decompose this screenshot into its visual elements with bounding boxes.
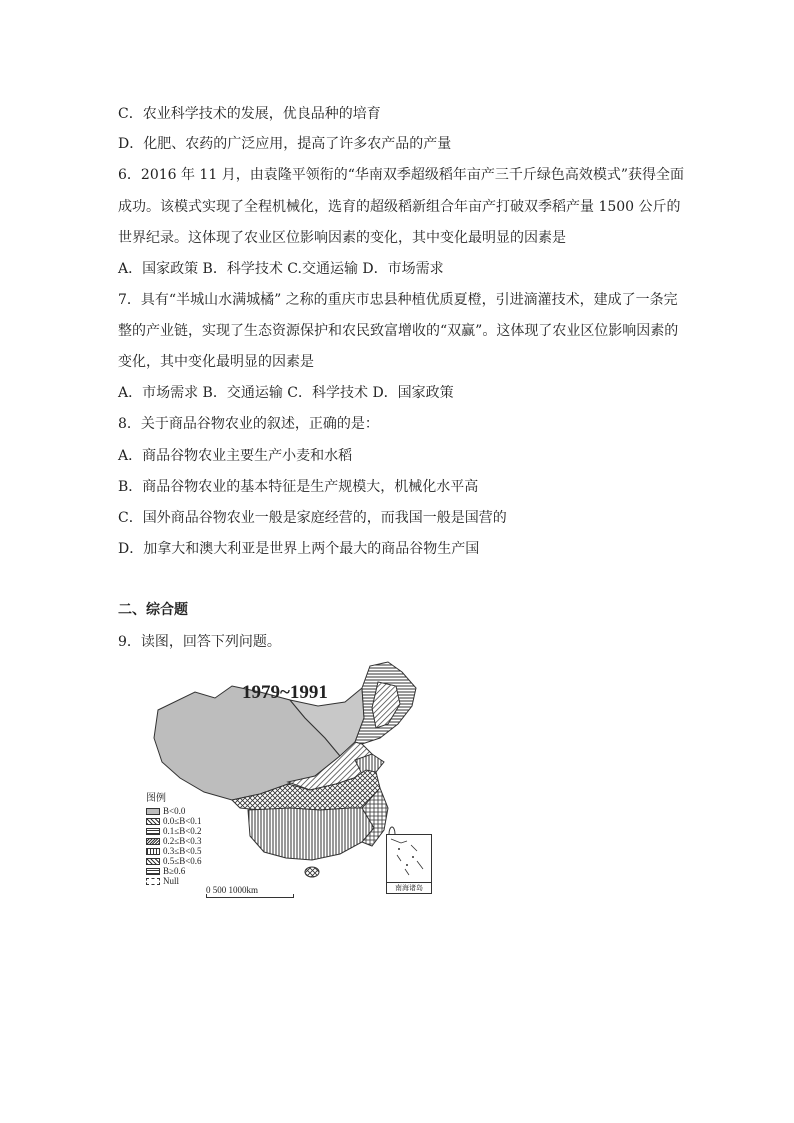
- question-8-option-d: D．加拿大和澳大利亚是世界上两个最大的商品谷物生产国: [118, 541, 480, 557]
- inset-map: [387, 835, 431, 881]
- question-6-options: A．国家政策 B．科学技术 C.交通运输 D．市场需求: [118, 261, 444, 277]
- question-7-line-1: 7．具有“半城山水满城橘” 之称的重庆市忠县种植优质夏橙，引进滴灌技术，建成了一条完: [118, 292, 678, 308]
- south-china-sea-inset: [386, 834, 432, 894]
- section-heading: 二、综合题: [118, 602, 188, 618]
- map-title: 1979~1991: [242, 682, 328, 703]
- map-legend: [146, 794, 202, 886]
- legend-item: 0.0≤B<0.1: [146, 816, 202, 826]
- question-7-line-2: 整的产业链，实现了生态资源保护和农民致富增收的“双赢”。这体现了农业区位影响因素的: [118, 323, 679, 339]
- legend-title: 图例: [146, 793, 166, 804]
- question-6-line-1: 6．2016 年 11 月，由袁隆平领衔的“华南双季超级稻年亩产三千斤绿色高效模式”获得全面: [118, 167, 685, 183]
- inset-label: 南海诸岛: [387, 882, 431, 893]
- map-region-south: [248, 808, 376, 860]
- scale-label: 0 500 1000km: [206, 885, 259, 895]
- map-scale: [206, 885, 294, 898]
- question-6-line-3: 世界纪录。这体现了农业区位影响因素的变化，其中变化最明显的因素是: [118, 230, 566, 246]
- legend-item: 0.1≤B<0.2: [146, 826, 202, 836]
- map-region-hainan: [305, 867, 319, 877]
- question-8-option-c: C．国外商品谷物农业一般是家庭经营的，而我国一般是国营的: [118, 510, 507, 526]
- legend-item: Null: [146, 876, 202, 886]
- question-7-line-3: 变化，其中变化最明显的因素是: [118, 354, 314, 370]
- question-8-option-b: B．商品谷物农业的基本特征是生产规模大，机械化水平高: [118, 479, 479, 495]
- question-9-stem: 9．读图，回答下列问题。: [118, 634, 281, 650]
- option-c-q5: C．农业科学技术的发展，优良品种的培育: [118, 106, 381, 122]
- legend-item: 0.2≤B<0.3: [146, 836, 202, 846]
- option-d-q5: D．化肥、农药的广泛应用，提高了许多农产品的产量: [118, 136, 452, 152]
- legend-item: B≥0.6: [146, 866, 202, 876]
- china-map-figure: [140, 658, 440, 898]
- legend-item: 0.5≤B<0.6: [146, 856, 202, 866]
- question-7-options: A．市场需求 B．交通运输 C．科学技术 D．国家政策: [118, 385, 454, 401]
- legend-item: B<0.0: [146, 806, 202, 816]
- question-8-stem: 8．关于商品谷物农业的叙述，正确的是：: [118, 416, 379, 432]
- question-6-line-2: 成功。该模式实现了全程机械化，选育的超级稻新组合年亩产打破双季稻产量 1500 公斤的: [118, 199, 681, 215]
- legend-item: 0.3≤B<0.5: [146, 846, 202, 856]
- question-8-option-a: A．商品谷物农业主要生产小麦和水稻: [118, 448, 353, 464]
